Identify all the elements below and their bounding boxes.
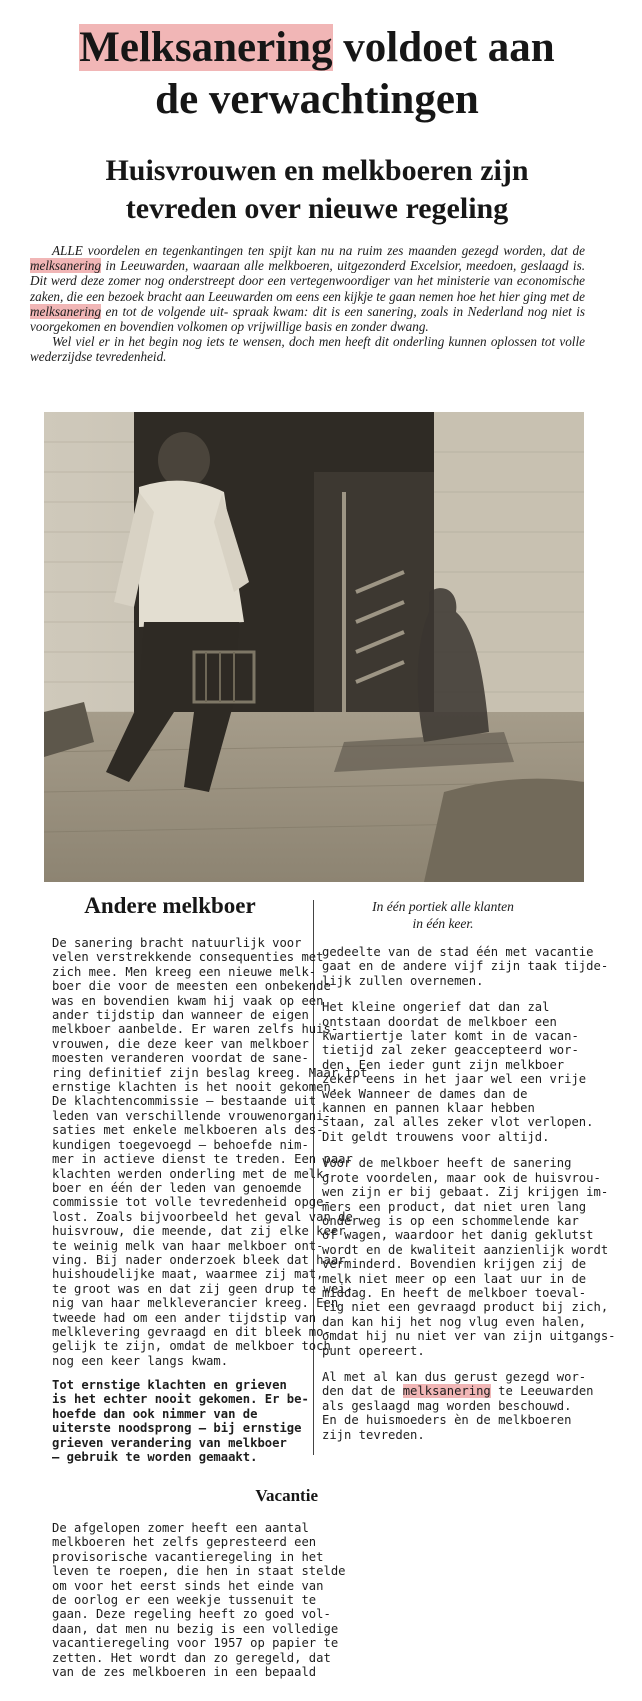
text-line: om voor het eerst sinds het einde van xyxy=(52,1578,324,1593)
text-line-bold: — gebruik te worden gemaakt. xyxy=(52,1450,258,1465)
text-line-bold: hoefde dan ook nimmer van de xyxy=(52,1406,258,1421)
text-line: kwartiertje later komt in de vacan- xyxy=(322,1029,579,1044)
intro-p2 xyxy=(30,334,585,364)
text-line: ontstaan doordat de melkboer een xyxy=(322,1014,557,1029)
text-line: grote voordelen, maar ook de huisvrou- xyxy=(322,1170,601,1185)
text-line: Dit geldt trouwens voor altijd. xyxy=(322,1129,550,1144)
text-line: tietijd zal zeker geaccepteerd wor- xyxy=(322,1043,579,1058)
column2-body xyxy=(322,945,616,1442)
text-line: of wagen, waardoor het danig geklutst xyxy=(322,1228,594,1243)
text-line: tweede had om een ander tijdstip van xyxy=(52,1310,317,1325)
photo-illustration xyxy=(44,412,584,882)
text-line: boer en één der leden van genoemde xyxy=(52,1180,302,1195)
photo-milkman-at-door xyxy=(44,412,584,882)
text-line xyxy=(322,1399,616,1413)
text-line: Het kleine ongerief dat dan zal xyxy=(322,1000,550,1015)
text-line: kannen en pannen klaar hebben xyxy=(322,1101,535,1116)
text-line: velen verstrekkende consequenties met xyxy=(52,950,324,965)
text-line: huishoudelijke maat, waarmee zij mat, xyxy=(52,1267,324,1282)
text-line: melk niet meer op een laat uur in de xyxy=(322,1271,587,1286)
highlight-melksanering: melksanering xyxy=(30,303,102,319)
column1-vacantie-body xyxy=(52,1521,346,1679)
text-segment: en bovendien volkomen op vrijwillige basis en zonder dwang. xyxy=(103,319,429,335)
text-line: omdat hij nu niet ver van zijn uitgangs- xyxy=(322,1329,616,1344)
text-segment: Wel viel er in het begin nog iets te wensen, doch men heeft dit onderling xyxy=(52,334,449,350)
text-line: saties met enkele melkboeren als des- xyxy=(52,1123,324,1138)
text-line: punt opereert. xyxy=(322,1343,425,1358)
text-line: mers een product, dat niet uren lang xyxy=(322,1199,587,1214)
text-line-bold: is het echter nooit gekomen. Er be- xyxy=(52,1392,309,1407)
text-line: van de zes melkboeren in een bepaald xyxy=(52,1665,317,1680)
section-heading-andere-melkboer: Andere melkboer xyxy=(84,893,256,918)
text-line: vacantieregeling voor 1957 op papier te xyxy=(52,1636,339,1651)
text-line: klachten werden onderling met de melk- xyxy=(52,1166,331,1181)
intro-p1 xyxy=(30,243,585,334)
text-segment: zomer nog onderstreept door een vertegenwoordiger van het ministerie van xyxy=(108,273,513,289)
text-line: vrouwen, die deze keer van melkboer xyxy=(52,1036,309,1051)
photo-caption: In één portiek alle klanten in één keer. xyxy=(372,899,514,931)
text-line: melkboeren het zelfs gepresteerd een xyxy=(52,1535,317,1550)
text-segment: economische zaken, die een bezoek bracht aan Leeuwarden om eens een kijkje xyxy=(30,273,586,304)
text-line: ving. Bij nader onderzoek bleek dat haar xyxy=(52,1252,346,1267)
text-line: De sanering bracht natuurlijk voor xyxy=(52,936,302,950)
column1-body xyxy=(52,936,368,1368)
text-line: gedeelte van de stad één met vacantie xyxy=(322,945,594,959)
text-line: ander tijdstip dan wanneer de eigen xyxy=(52,1008,309,1023)
paragraph-gap xyxy=(322,988,616,1000)
text-line: te groot was en dat zij geen drup te wei- xyxy=(52,1281,353,1296)
text-segment: in Leeuwarden, waaraan alle xyxy=(101,258,264,274)
text-segment: spraak kwam: dit is een sanering, zoals in Nederland nog niet is voorgekomen xyxy=(30,303,586,335)
text-line: den. Een ieder gunt zijn melkboer xyxy=(322,1057,565,1072)
text-line: gaan. Deze regeling heeft zo goed vol- xyxy=(52,1607,331,1622)
intro-paragraph xyxy=(30,243,585,365)
text-line: daan, dat men nu bezig is een volledige xyxy=(52,1621,339,1636)
text-line: te weinig melk van haar melkboer ont- xyxy=(52,1238,324,1253)
subheadline: Huisvrouwen en melkboeren zijn tevreden over nieuwe regeling xyxy=(105,154,529,225)
text-line: boer die voor de meesten een onbekende xyxy=(52,979,331,994)
text-segment: kunnen oplossen tot volle wederzijdse tevredenheid. xyxy=(30,334,585,365)
text-segment: als geslaagd mag worden beschouwd. xyxy=(322,1398,572,1413)
text-line: nig van haar melkleverancier kreeg. Een xyxy=(52,1296,339,1311)
text-line: moesten veranderen voordat de sane- xyxy=(52,1051,309,1066)
text-line: week Wanneer de dames dan de xyxy=(322,1086,528,1101)
headline-highlight: Melksanering xyxy=(79,24,333,71)
text-line: onderweg is op een schommelende kar xyxy=(322,1213,579,1228)
text-line: zeker eens in het jaar wel een vrije xyxy=(322,1072,587,1087)
text-line-bold: uiterste noodsprong — bij ernstige xyxy=(52,1421,302,1436)
text-line: ernstige klachten is het nooit gekomen. xyxy=(52,1080,339,1095)
section-heading-vacantie: Vacantie xyxy=(255,1486,318,1505)
text-line: was en bovendien kwam hij vaak op een xyxy=(52,993,324,1008)
text-line: wen zijn er bij gebaat. Zij krijgen im- xyxy=(322,1185,609,1200)
text-segment: den dat de xyxy=(322,1384,403,1399)
text-line: melklevering gevraagd en dit bleek mo- xyxy=(52,1324,331,1339)
text-line: kundigen toegevoegd — behoefde nim- xyxy=(52,1137,309,1152)
text-line xyxy=(322,1384,616,1398)
text-line-bold: grieven verandering van melkboer xyxy=(52,1435,287,1450)
text-segment: Al met al kan dus gerust gezegd wor- xyxy=(322,1369,587,1384)
text-line: Voor de melkboer heeft de sanering xyxy=(322,1156,572,1171)
text-line: verminderd. Bovendien krijgen zij de xyxy=(322,1257,587,1272)
text-line: dan kan hij het nog vlug even halen, xyxy=(322,1314,587,1329)
text-line xyxy=(322,1428,616,1442)
text-segment: te gaan nemen hoe het hier ging met de xyxy=(376,288,585,304)
column1-bold-paragraph xyxy=(52,1378,309,1464)
text-segment: te Leeuwarden xyxy=(490,1384,594,1399)
text-line-bold: Tot ernstige klachten en grieven xyxy=(52,1378,287,1392)
text-line: lijk zullen overnemen. xyxy=(322,973,484,988)
text-line: leven te roepen, die hen in staat stelde xyxy=(52,1564,346,1579)
text-line: wordt en de kwaliteit aanzienlijk wordt xyxy=(322,1242,609,1257)
text-line: ring definitief zijn beslag kreeg. Maar tot xyxy=(52,1065,368,1080)
highlight-melksanering: melksanering xyxy=(30,258,102,274)
text-line: De afgelopen zomer heeft een aantal xyxy=(52,1521,309,1535)
text-line xyxy=(322,1413,616,1427)
text-line: De klachtencommissie — bestaande uit xyxy=(52,1094,317,1109)
text-segment: melkboeren, uitgezonderd Excelsior, meedoen, geslaagd is. Dit werd deze xyxy=(30,258,586,289)
text-line: mer in actieve dienst te treden. Een paar xyxy=(52,1152,353,1167)
text-line: huisvrouw, die meende, dat zij elke keer xyxy=(52,1224,346,1239)
text-segment: maanden gezegd worden, dat de xyxy=(408,243,586,258)
text-segment: ALLE voordelen en tegenkantingen ten spijt kan nu na ruim zes xyxy=(52,243,404,258)
headline: Melksanering voldoet aan de verwachtingen xyxy=(79,24,555,123)
text-line: middag. En heeft de melkboer toeval- xyxy=(322,1285,587,1300)
text-line: zich mee. Men kreeg een nieuwe melk- xyxy=(52,964,317,979)
text-line: lost. Zoals bijvoorbeeld het geval van de xyxy=(52,1209,353,1224)
text-segment: En de huismoeders èn de melkboeren xyxy=(322,1413,572,1428)
paragraph-gap xyxy=(322,1358,616,1370)
text-segment: en tot de volgende uit- xyxy=(101,303,229,319)
text-line: gelijk te zijn, omdat de melkboer toch xyxy=(52,1339,331,1354)
text-line: provisorische vacantieregeling in het xyxy=(52,1549,324,1564)
text-line: gaat en de andere vijf zijn taak tijde- xyxy=(322,959,609,974)
text-line: de oorlog er een weekje tussenuit te xyxy=(52,1593,317,1608)
text-line: staan, zal alles zeker vlot verlopen. xyxy=(322,1115,594,1130)
text-line: melkboer aanbelde. Er waren zelfs huis- xyxy=(52,1022,339,1037)
text-line: zetten. Het wordt dan zo geregeld, dat xyxy=(52,1650,331,1665)
text-segment: zijn tevreden. xyxy=(322,1427,425,1442)
highlight-melksanering: melksanering xyxy=(402,1384,491,1399)
text-line: nog een keer langs kwam. xyxy=(52,1353,229,1368)
text-line: lig niet een gevraagd product bij zich, xyxy=(322,1300,609,1315)
text-line: commissie tot volle tevredenheid opge- xyxy=(52,1195,331,1210)
text-line: leden van verschillende vrouwenorgani- xyxy=(52,1108,331,1123)
text-line xyxy=(322,1370,616,1384)
paragraph-gap xyxy=(322,1144,616,1156)
